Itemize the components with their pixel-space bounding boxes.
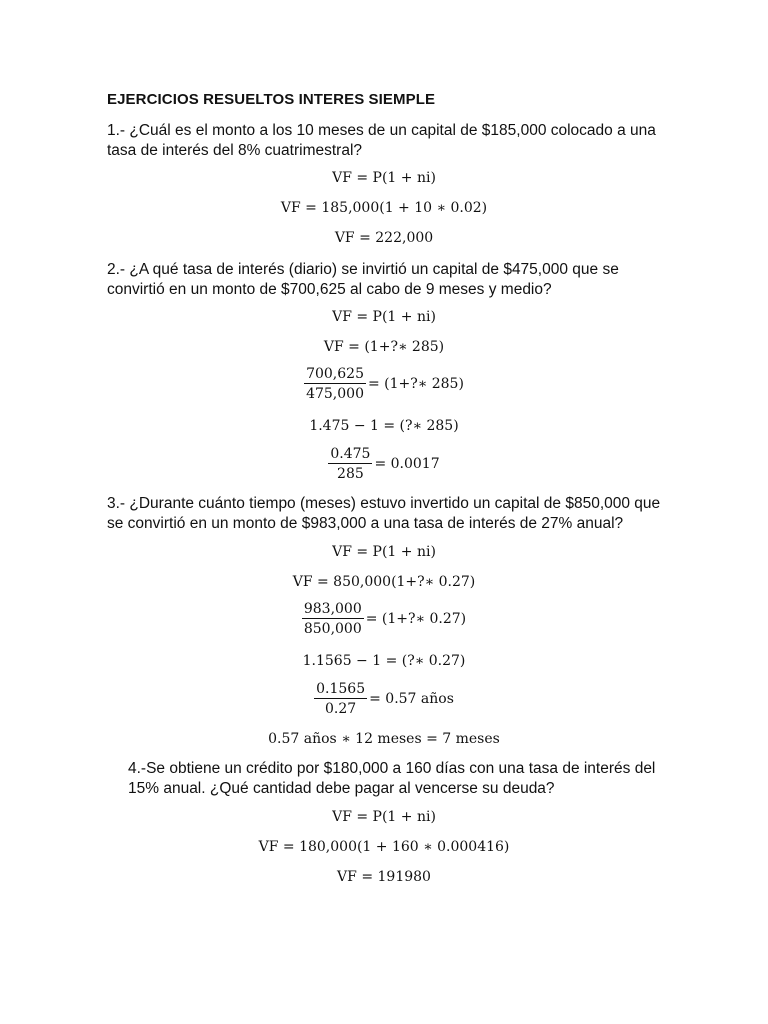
exercise-3-question — [107, 494, 667, 534]
denominator: 850,000 — [303, 621, 362, 637]
question-line: 3.- ¿Durante cuánto tiempo (meses) estuvo invertido un capital de $850,000 que — [107, 495, 661, 512]
equation-text: VF = 850,000(1+?∗ 0.27) — [292, 574, 476, 590]
exercise-4-equation-1 — [0, 809, 768, 825]
equation-text: VF = 222,000 — [334, 230, 434, 246]
exercise-4-question — [128, 759, 688, 799]
exercise-1-equation-1 — [0, 170, 768, 186]
numerator: 0.1565 — [316, 681, 366, 697]
equation-text: VF = 180,000(1 + 160 ∗ 0.000416) — [258, 839, 510, 855]
fraction — [328, 446, 372, 482]
question-line: 2.- ¿A qué tasa de interés (diario) se invirtió un capital de $475,000 que se — [107, 261, 619, 278]
equation-text: 1.1565 − 1 = (?∗ 0.27) — [302, 653, 466, 669]
numerator: 0.475 — [330, 446, 371, 462]
exercise-2-fraction-equation-2 — [0, 446, 768, 482]
exercise-2-equation-2 — [0, 339, 768, 355]
exercise-1-equation-3 — [0, 230, 768, 246]
exercise-2-fraction-equation-1 — [0, 366, 768, 402]
question-line: 4.-Se obtiene un crédito por $180,000 a 160 días con una tasa de interés del — [128, 760, 656, 777]
equation-text: VF = P(1 + ni) — [332, 170, 436, 186]
exercise-2-question — [107, 260, 667, 300]
fraction — [302, 601, 364, 637]
equation-text: VF = P(1 + ni) — [332, 309, 436, 325]
equation-rhs: = 0.0017 — [374, 456, 440, 472]
equation-text: VF = P(1 + ni) — [332, 544, 436, 560]
exercise-3-equation-3 — [0, 653, 768, 669]
equation-rhs: = (1+?∗ 285) — [367, 376, 464, 392]
exercise-1-question — [107, 121, 667, 161]
equation-rhs: = 0.57 años — [369, 691, 454, 707]
exercise-4-equation-3 — [0, 869, 768, 885]
question-line: tasa de interés del 8% cuatrimestral? — [107, 142, 363, 159]
exercise-2-equation-1 — [0, 309, 768, 325]
question-line: 15% anual. ¿Qué cantidad debe pagar al vencerse su deuda? — [128, 780, 555, 797]
page-title: EJERCICIOS RESUELTOS INTERES SIEMPLE — [107, 91, 436, 108]
exercise-1-equation-2 — [0, 200, 768, 216]
exercise-3-fraction-equation-2 — [0, 681, 768, 717]
fraction — [314, 681, 367, 717]
exercise-3-equation-4 — [0, 731, 768, 747]
exercise-4-equation-2 — [0, 839, 768, 855]
equation-text: 1.475 − 1 = (?∗ 285) — [309, 418, 459, 434]
exercise-2-equation-3 — [0, 418, 768, 434]
equation-rhs: = (1+?∗ 0.27) — [365, 611, 467, 627]
denominator: 0.27 — [325, 701, 357, 717]
numerator: 700,625 — [306, 366, 364, 382]
question-line: se convirtió en un monto de $983,000 a una tasa de interés de 27% anual? — [107, 515, 624, 532]
exercise-3-fraction-equation-1 — [0, 601, 768, 637]
equation-text: VF = (1+?∗ 285) — [323, 339, 445, 355]
fraction — [304, 366, 366, 402]
exercise-3-equation-2 — [0, 574, 768, 590]
equation-text: 0.57 años ∗ 12 meses = 7 meses — [268, 731, 500, 747]
exercise-3-equation-1 — [0, 544, 768, 560]
equation-text: VF = 191980 — [337, 869, 431, 885]
denominator: 475,000 — [306, 386, 364, 402]
equation-text: VF = P(1 + ni) — [332, 809, 436, 825]
numerator: 983,000 — [303, 601, 362, 617]
equation-text: VF = 185,000(1 + 10 ∗ 0.02) — [280, 200, 488, 216]
question-line: convirtió en un monto de $700,625 al cabo de 9 meses y medio? — [107, 281, 552, 298]
denominator: 285 — [337, 466, 364, 482]
question-line: 1.- ¿Cuál es el monto a los 10 meses de un capital de $185,000 colocado a una — [107, 122, 656, 139]
